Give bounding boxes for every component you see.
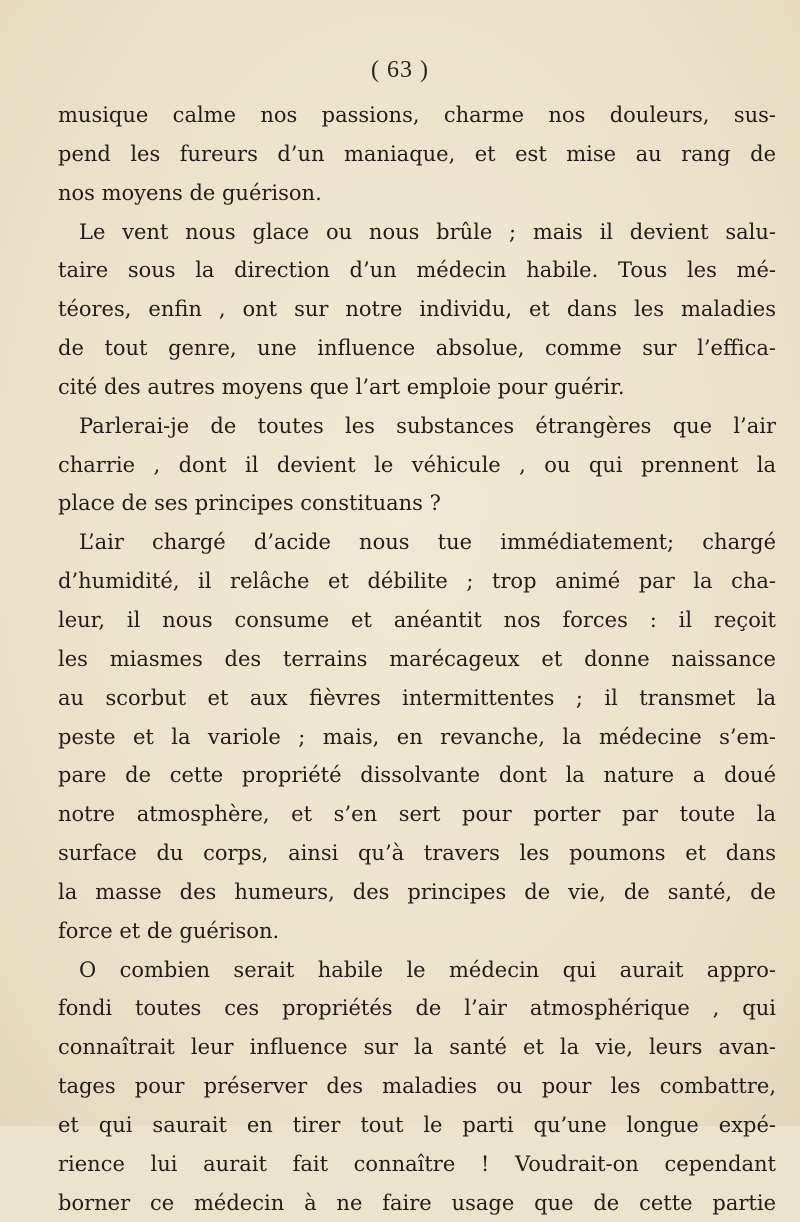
text-line: Parlerai-je de toutes les substances étrangères que l’air xyxy=(79,413,776,438)
text-line: force et de guérison. xyxy=(58,918,280,943)
page-number: ( 63 ) xyxy=(371,57,429,83)
text-line: d’humidité, il relâche et débilite ; trop animé par la cha- xyxy=(58,569,776,594)
text-line: fondi toutes ces propriétés de l’air atmosphérique , qui xyxy=(58,996,776,1021)
text-line: et qui saurait en tirer tout le parti qu’une longue expé- xyxy=(58,1112,776,1137)
text-line: place de ses principes constituans ? xyxy=(58,491,441,516)
text-line: tages pour préserver des maladies ou pour les combattre, xyxy=(58,1074,776,1099)
text-line: charrie , dont il devient le véhicule , ou qui prennent la xyxy=(58,452,776,477)
text-line: Le vent nous glace ou nous brûle ; mais il devient salu- xyxy=(79,219,776,244)
text-line: pend les fureurs d’un maniaque, et est mise au rang de xyxy=(58,141,776,166)
text-line: téores, enfin , ont sur notre individu, et dans les maladies xyxy=(58,297,776,322)
text-line: surface du corps, ainsi qu’à travers les poumons et dans xyxy=(58,841,776,866)
text-line: leur, il nous consume et anéantit nos forces : il reçoit xyxy=(58,607,776,632)
text-line: cité des autres moyens que l’art emploie pour guérir. xyxy=(58,374,625,399)
text-line: peste et la variole ; mais, en revanche, la médecine s’em- xyxy=(58,724,776,749)
body-text xyxy=(58,96,776,1222)
text-line: nos moyens de guérison. xyxy=(58,180,322,205)
text-line: musique calme nos passions, charme nos douleurs, sus- xyxy=(58,103,776,127)
text-line: borner ce médecin à ne faire usage que de cette partie xyxy=(58,1190,776,1215)
text-line: au scorbut et aux fièvres intermittentes ; il transmet la xyxy=(58,685,776,710)
text-line: O combien serait habile le médecin qui aurait appro- xyxy=(79,957,776,982)
text-line: les miasmes des terrains marécageux et donne naissance xyxy=(58,646,776,671)
text-line: la masse des humeurs, des principes de vie, de santé, de xyxy=(58,879,776,904)
text-line: de tout genre, une influence absolue, comme sur l’effica- xyxy=(58,336,776,361)
text-line: L’air chargé d’acide nous tue immédiatement; chargé xyxy=(79,530,776,555)
text-line: pare de cette propriété dissolvante dont la nature a doué xyxy=(58,763,776,788)
text-line: notre atmosphère, et s’en sert pour porter par toute la xyxy=(58,802,776,827)
text-line: rience lui aurait fait connaître ! Voudrait-on cependant xyxy=(58,1151,776,1176)
text-line: connaîtrait leur influence sur la santé et la vie, leurs avan- xyxy=(58,1035,776,1060)
text-line: taire sous la direction d’un médecin habile. Tous les mé- xyxy=(58,258,776,283)
